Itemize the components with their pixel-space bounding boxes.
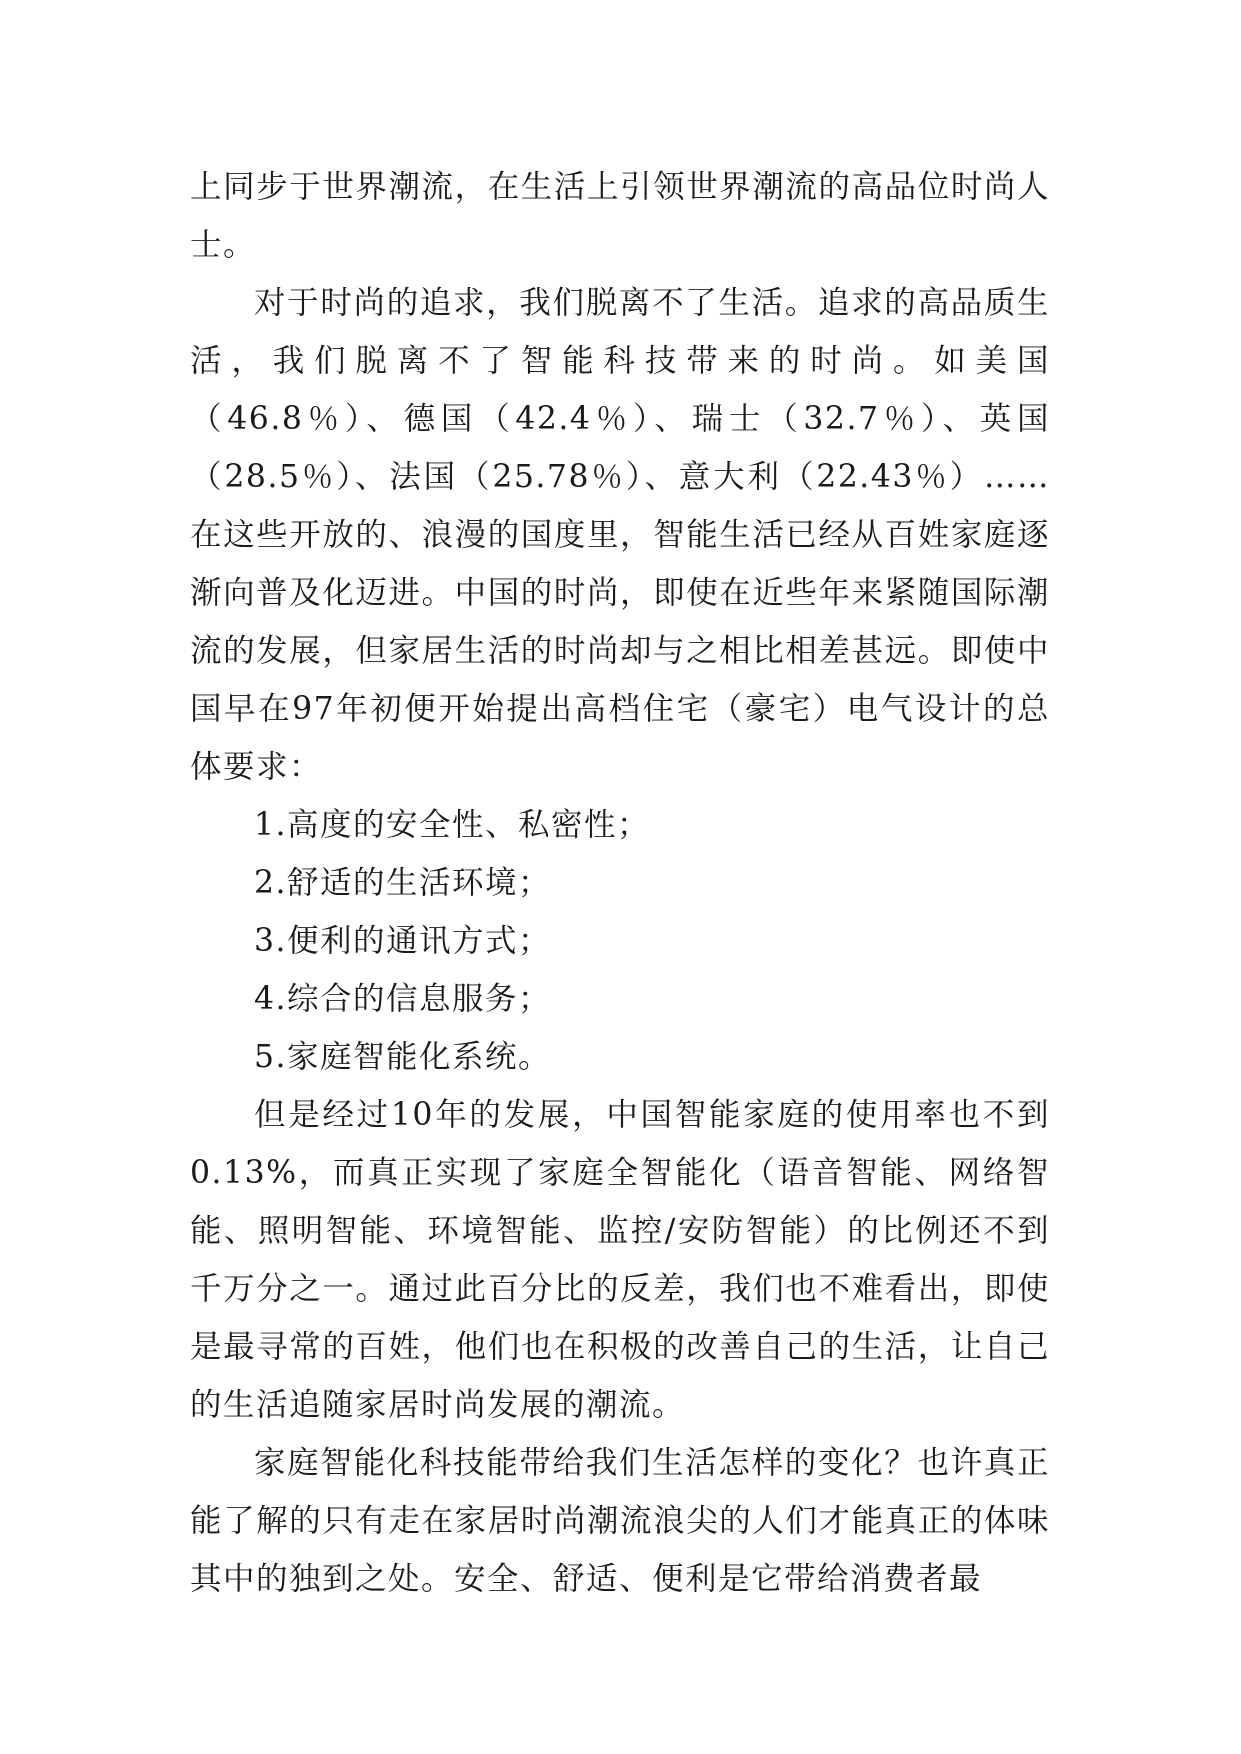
list-item: 4.综合的信息服务；: [254, 981, 552, 1017]
body-text: [190, 158, 1050, 1608]
paragraph-fashion-pursuit: 对于时尚的追求，我们脱离不了生活。追求的高品质生活，我们脱离不了智能科技带来的时尚。如美国（46.8％）、德国（42.4％）、瑞士（32.7％）、英国（28.5％）、法国（25.78％）、意大利（22.43％）……在这些开放的、浪漫的国度里，智能生活已经从百姓家庭逐渐向普及化迈进。中国的时尚，即使在近些年来紧随国际潮流的发展，但家居生活的时尚却与之相比相差甚远。即使中国早在97年初便开始提出高档住宅（豪宅）电气设计的总体要求：: [190, 285, 1050, 785]
list-item: 5.家庭智能化系统。: [254, 1039, 552, 1075]
paragraph-continuation: 上同步于世界潮流，在生活上引领世界潮流的高品位时尚人士。: [190, 169, 1050, 263]
list-item: 1.高度的安全性、私密性；: [254, 807, 651, 843]
list-item: 2.舒适的生活环境；: [254, 865, 552, 901]
paragraph-usage-rate: 但是经过10年的发展，中国智能家庭的使用率也不到0.13%，而真正实现了家庭全智能化（语音智能、网络智能、照明智能、环境智能、监控/安防智能）的比例还不到千万分之一。通过此百分比的反差，我们也不难看出，即使是最寻常的百姓，他们也在积极的改善自己的生活，让自己的生活追随家居时尚发展的潮流。: [190, 1097, 1050, 1423]
paragraph-smart-home-changes: 家庭智能化科技能带给我们生活怎样的变化？也许真正能了解的只有走在家居时尚潮流浪尖的人们才能真正的体味其中的独到之处。安全、舒适、便利是它带给消费者最: [190, 1445, 1050, 1597]
requirements-list: [190, 796, 1050, 1086]
list-item: 3.便利的通讯方式；: [254, 923, 552, 959]
